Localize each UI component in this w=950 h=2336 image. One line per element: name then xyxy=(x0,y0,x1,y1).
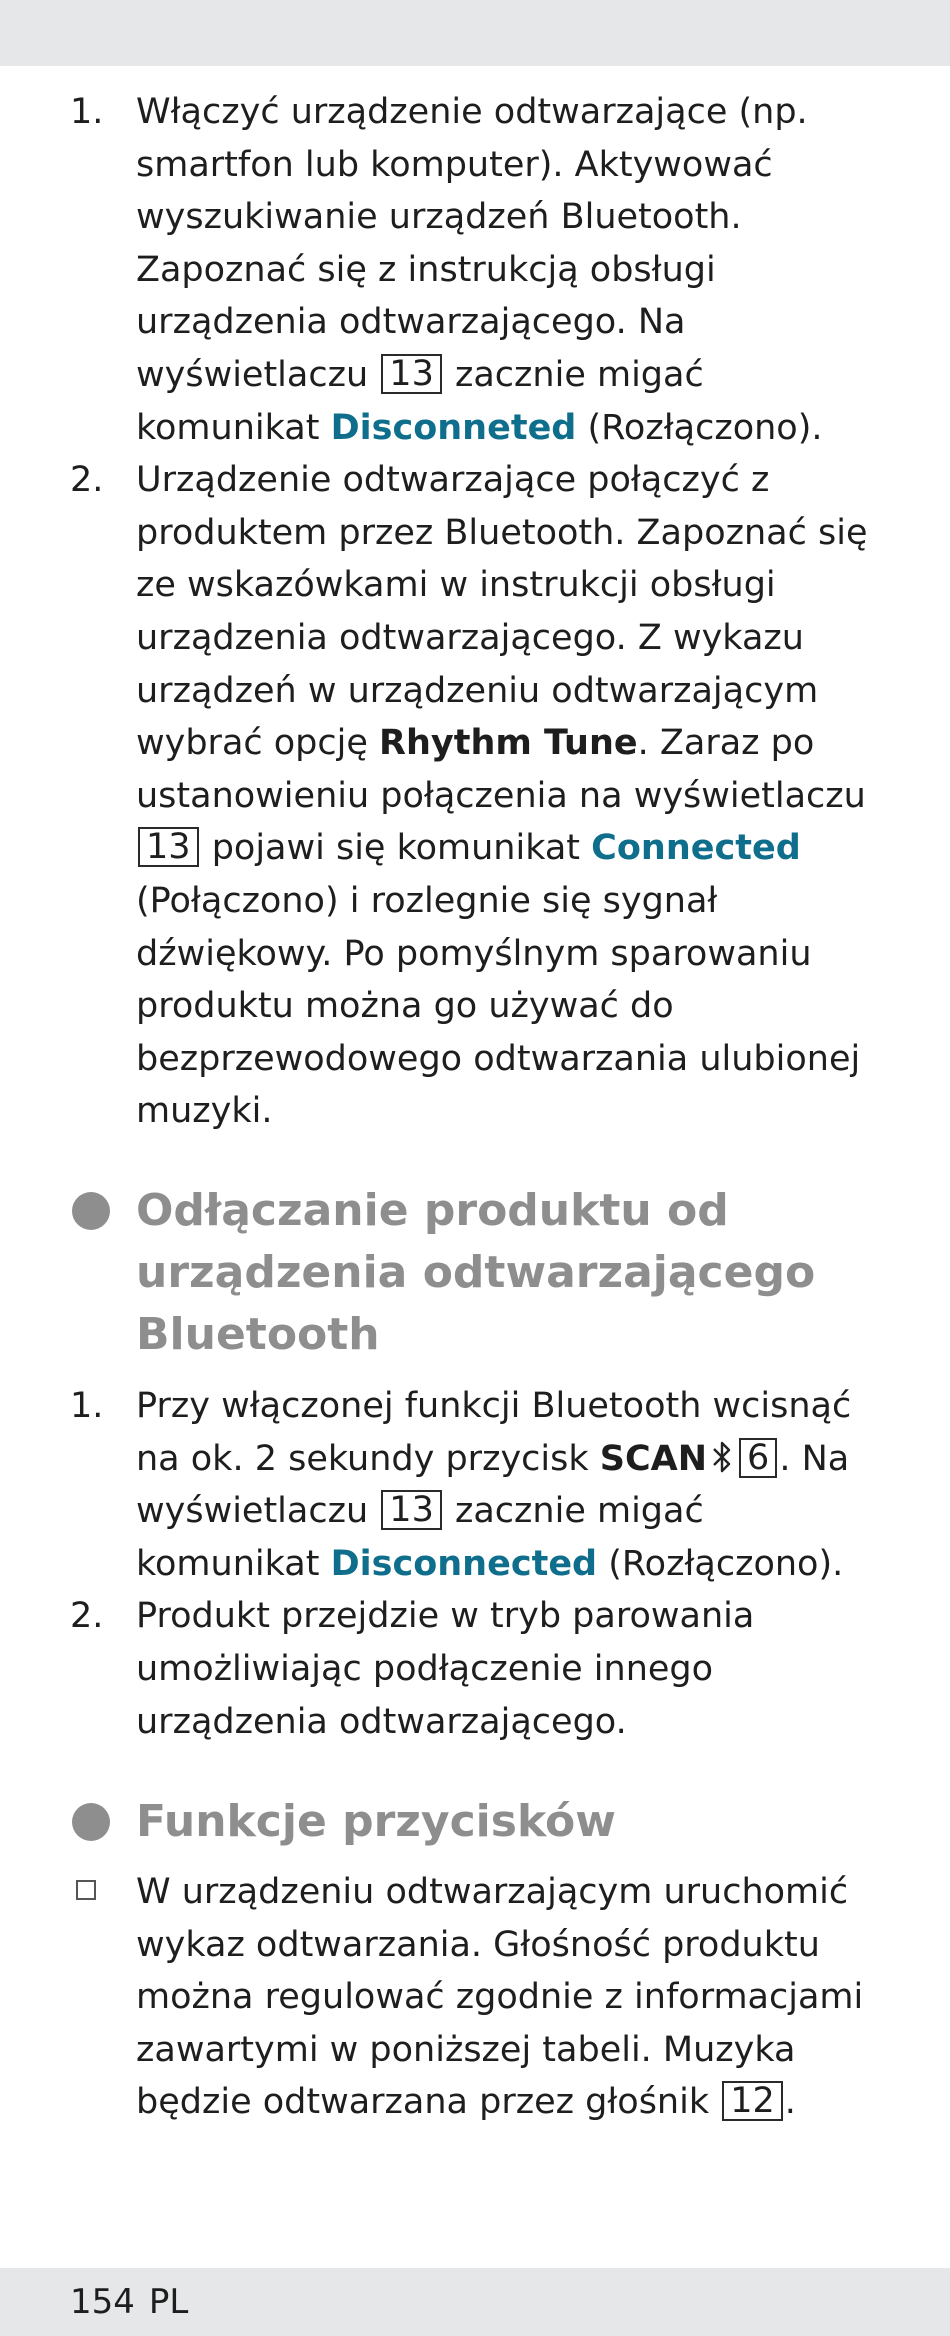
scan-button-label: SCAN xyxy=(599,1438,708,1479)
status-disconnected: Disconnected xyxy=(330,1543,598,1584)
top-band xyxy=(0,0,950,66)
step-number: 1. xyxy=(70,92,104,132)
list-item: 2. Urządzenie odtwarzające połączyć z produktem przez Bluetooth. Zapoznać się ze wskazówkami w instrukcji obsługi urządzenia odtwarzającego. Z wykazu urządzeń w urządzeniu odtwarzającym wybrać opcję Rhythm Tune. Zaraz po ustanowieniu połączenia na wyświetlaczu 13 pojawi się komunikat Connected (Połączono) i rozlegnie się sygnał dźwiękowy. Po pomyślnym sparowaniu produktu można go używać do bezprzewodowego odtwarzania ulubionej muzyki. xyxy=(0,454,950,1138)
status-connected: Connected xyxy=(591,828,801,869)
connect-steps-list xyxy=(0,86,950,1138)
step-number: 1. xyxy=(70,1386,104,1426)
checkbox-icon xyxy=(76,1880,96,1900)
reference-13: 13 xyxy=(138,827,199,867)
disconnect-steps-list xyxy=(0,1380,950,1748)
page-number: 154 xyxy=(70,2282,135,2322)
list-item: 1. Przy włączonej funkcji Bluetooth wcisnąć na ok. 2 sekundy przycisk SCAN 6 . Na wyświetlaczu 13 zacznie migać komunikat Disconnected (Rozłączono). xyxy=(0,1380,950,1590)
button-functions-note xyxy=(0,1866,950,2129)
list-item: 2. Produkt przejdzie w tryb parowania umożliwiając podłączenie innego urządzenia odtwarzającego. xyxy=(0,1590,950,1748)
reference-13: 13 xyxy=(381,354,442,394)
step-number: 2. xyxy=(70,460,104,501)
status-disconneted: Disconneted xyxy=(330,407,577,448)
reference-6: 6 xyxy=(739,1438,777,1478)
bluetooth-icon xyxy=(711,1440,733,1474)
page-footer xyxy=(70,2282,188,2322)
step-number: 2. xyxy=(70,1596,104,1637)
circle-bullet-icon xyxy=(72,1192,110,1230)
section-heading-buttons: Funkcje przycisków xyxy=(136,1796,616,1847)
language-code: PL xyxy=(148,2282,189,2322)
list-item: W urządzeniu odtwarzającym uruchomić wykaz odtwarzania. Głośność produktu można regulować zgodnie z informacjami zawartymi w poniższej tabeli. Muzyka będzie odtwarzana przez głośnik 12 . xyxy=(0,1866,950,2129)
reference-13: 13 xyxy=(381,1490,442,1530)
circle-bullet-icon xyxy=(72,1803,110,1841)
section-heading-disconnect: Odłączanie produktu od urządzenia odtwarzającego Bluetooth xyxy=(136,1185,816,1360)
list-item: 1. Włączyć urządzenie odtwarzające (np. smartfon lub komputer). Aktywować wyszukiwanie urządzeń Bluetooth. Zapoznać się z instrukcją obsługi urządzenia odtwarzającego. Na wyświetlaczu 13 zacznie migać komunikat Disconneted (Rozłączono). xyxy=(0,86,950,454)
device-name: Rhythm Tune xyxy=(379,723,638,764)
reference-12: 12 xyxy=(722,2081,783,2121)
